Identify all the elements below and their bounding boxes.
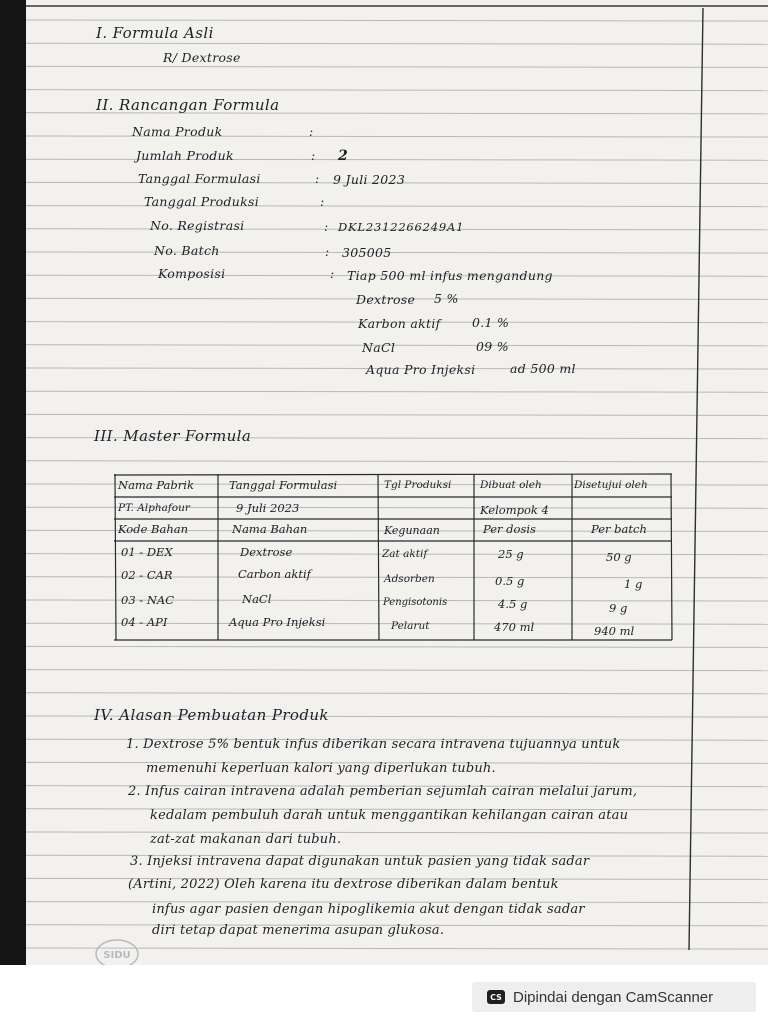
field-value-no-batch: 305005 [342,245,392,260]
table-column-header: Kegunaan [384,524,440,537]
field-label-jumlah-produk: Jumlah Produk [136,148,234,163]
field-value-no-registrasi: DKL2312266249A1 [338,220,465,234]
field-label-tanggal-produksi: Tanggal Produksi [144,194,260,209]
composition-amount: ad 500 ml [510,361,576,376]
scanner-watermark [472,982,756,1012]
table-cell: 9 g [609,601,628,615]
field-colon: : [330,266,335,281]
section-2-title: II. Rancangan Formula [96,96,280,114]
table-cell: 01 - DEX [121,545,173,559]
table-cell: Carbon aktif [238,567,311,581]
composition-amount: 5 % [434,291,459,306]
table-cell: 940 ml [594,624,635,638]
table-cell: Pengisotonis [383,597,448,608]
reason-line: zat-zat makanan dari tubuh. [150,832,342,847]
reason-line: 2. Infus cairan intravena adalah pemberian sejumlah cairan melalui jarum, [128,784,638,799]
notebook-logo-stamp [94,938,140,965]
table-header-cell: Disetujui oleh [574,479,648,491]
composition-name: Aqua Pro Injeksi [366,362,476,377]
table-column-header: Per dosis [483,522,536,536]
field-value-jumlah-produk: 2 [338,148,349,164]
field-colon: : [315,171,320,186]
table-header-value: PT. Alphafour [118,502,190,514]
reason-line: infus agar pasien dengan hipoglikemia akut dengan tidak sadar [152,902,585,917]
reason-line: kedalam pembuluh darah untuk menggantikan kehilangan cairan atau [150,808,629,823]
field-colon: : [324,219,329,234]
section-4-title: IV. Alasan Pembuatan Produk [94,706,329,724]
table-column-header: Per batch [591,522,647,536]
table-column-header: Nama Bahan [232,522,308,536]
table-cell: 470 ml [494,620,535,634]
table-cell: Aqua Pro Injeksi [229,615,326,629]
camscanner-icon: CS [487,990,505,1004]
reason-line: (Artini, 2022) Oleh karena itu dextrose diberikan dalam bentuk [128,877,559,892]
reason-line: 1. Dextrose 5% bentuk infus diberikan secara intravena tujuannya untuk [126,737,621,752]
table-cell: Zat aktif [382,548,428,560]
field-label-tanggal-formulasi: Tanggal Formulasi [138,171,261,186]
table-cell: 04 - API [121,615,168,629]
composition-name: NaCl [362,340,396,355]
field-label-nama-produk: Nama Produk [132,124,223,139]
composition-name: Karbon aktif [358,316,441,331]
table-cell: 1 g [624,577,643,591]
section-3-title: III. Master Formula [94,427,252,445]
field-colon: : [311,148,316,163]
field-label-no-registrasi: No. Registrasi [150,218,245,233]
field-colon: : [309,124,314,139]
handwritten-content [26,0,768,965]
table-header-cell: Tanggal Formulasi [229,478,338,492]
scanner-watermark-label: Dipindai dengan CamScanner [513,988,714,1006]
table-cell: 02 - CAR [121,568,173,582]
dark-background-edge [0,0,26,965]
section-1-title: I. Formula Asli [96,24,214,42]
composition-name: Dextrose [356,292,416,307]
table-cell: 03 - NAC [121,593,174,607]
reason-line: diri tetap dapat menerima asupan glukosa. [152,923,445,938]
table-header-cell: Tgl Produksi [384,479,452,491]
formula-original: R/ Dextrose [163,50,241,65]
table-cell: NaCl [242,592,272,606]
field-colon: : [320,194,325,209]
table-cell: 50 g [606,550,632,564]
table-cell: 4.5 g [498,597,528,611]
notebook-sheet [26,0,768,965]
field-colon: : [325,244,330,259]
table-column-header: Kode Bahan [118,522,189,536]
composition-amount: 0.1 % [472,315,510,330]
stamp-text: SIDU [103,950,131,961]
table-cell: 0.5 g [495,574,525,588]
table-header-cell: Dibuat oleh [480,479,542,491]
table-cell: Adsorben [384,573,435,585]
composition-amount: 09 % [476,339,509,354]
field-value-tanggal-formulasi: 9 Juli 2023 [333,172,406,187]
table-header-value: Kelompok 4 [480,503,549,517]
table-header-value: 9 Juli 2023 [236,501,300,515]
field-label-no-batch: No. Batch [154,243,220,258]
table-cell: Dextrose [240,545,293,559]
field-label-komposisi: Komposisi [158,266,226,281]
reason-line: memenuhi keperluan kalori yang diperlukan tubuh. [146,761,496,776]
field-value-komposisi: Tiap 500 ml infus mengandung [347,268,553,283]
table-cell: Pelarut [391,620,430,632]
reason-line: 3. Injeksi intravena dapat digunakan untuk pasien yang tidak sadar [130,854,590,869]
table-header-cell: Nama Pabrik [118,478,194,492]
table-cell: 25 g [498,547,524,561]
